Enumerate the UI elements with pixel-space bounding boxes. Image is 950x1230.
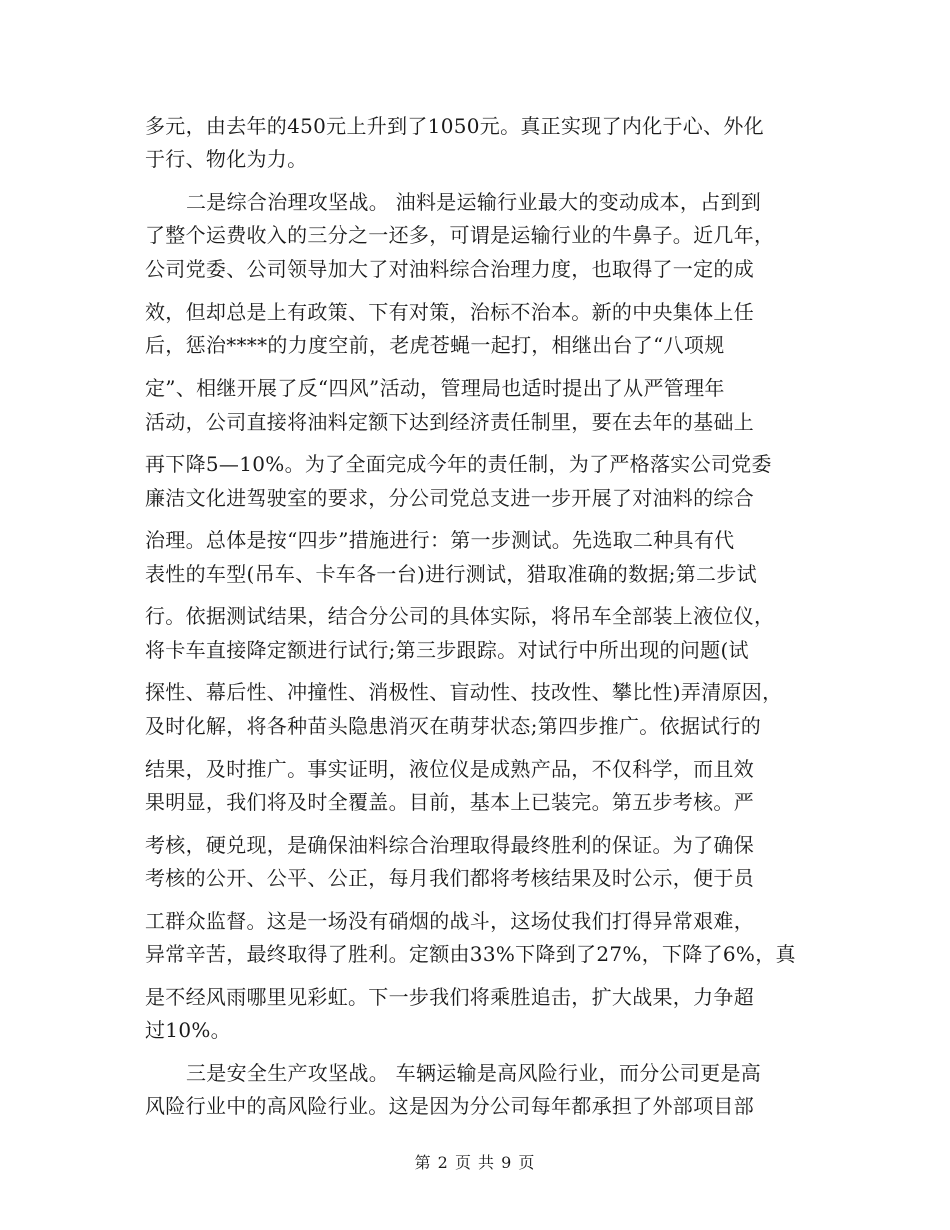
text-line: 果明显，我们将及时全覆盖。目前，基本上已装完。第五步考核。严: [145, 790, 754, 814]
text-line: 是不经风雨哪里见彩虹。下一步我们将乘胜追击，扩大战果，力争超: [145, 985, 754, 1009]
text-line: 公司党委、公司领导加大了对油料综合治理力度，也取得了一定的成: [145, 257, 754, 281]
text-line: 考核，硬兑现，是确保油料综合治理取得最终胜利的保证。为了确保: [145, 833, 754, 857]
text-line: 于行、物化为力。: [145, 147, 308, 171]
text-line: 定”、相继开展了反“四风”活动，管理局也适时提出了从严管理年: [145, 376, 725, 400]
text-line: 探性、幕后性、冲撞性、消极性、盲动性、技改性、攀比性)弄清原因，: [145, 680, 783, 704]
text-line: 廉洁文化进驾驶室的要求，分公司党总支进一步开展了对油料的综合: [145, 486, 754, 510]
text-line: 再下降5—10%。为了全面完成今年的责任制，为了严格落实公司党委: [145, 452, 772, 476]
text-line: 多元，由去年的450元上升到了1050元。真正实现了内化于心、外化: [145, 114, 764, 138]
text-line: 后，惩治****的力度空前，老虎苍蝇一起打，相继出台了“八项规: [145, 333, 725, 357]
text-line: 活动，公司直接将油料定额下达到经济责任制里，要在去年的基础上: [145, 410, 754, 434]
text-line: 风险行业中的高风险行业。这是因为分公司每年都承担了外部项目部: [145, 1094, 754, 1118]
text-line: 工群众监督。这是一场没有硝烟的战斗，这场仗我们打得异常艰难，: [145, 909, 754, 933]
text-line: 行。依据测试结果，结合分公司的具体实际，将吊车全部装上液位仪，: [145, 604, 775, 628]
paragraph-start-line: 二是综合治理攻坚战。 油料是运输行业最大的变动成本，占到到: [186, 190, 762, 214]
text-line: 将卡车直接降定额进行试行;第三步跟踪。对试行中所出现的问题(试: [145, 638, 749, 662]
text-line: 异常辛苦，最终取得了胜利。定额由33%下降到了27%，下降了6%，真: [145, 942, 796, 966]
text-line: 过10%。: [145, 1018, 231, 1042]
text-line: 结果，及时推广。事实证明，液位仪是成熟产品，不仅科学，而且效: [145, 757, 754, 781]
text-line: 考核的公开、公平、公正，每月我们都将考核结果及时公示，便于员: [145, 866, 754, 890]
paragraph-start-line: 三是安全生产攻坚战。 车辆运输是高风险行业，而分公司更是高: [186, 1061, 762, 1085]
text-line: 了整个运费收入的三分之一还多，可谓是运输行业的牛鼻子。近几年，: [145, 223, 775, 247]
page-number-footer: 第 2 页 共 9 页: [414, 1153, 536, 1172]
text-line: 及时化解，将各种苗头隐患消灭在萌芽状态;第四步推广。依据试行的: [145, 714, 762, 738]
text-line: 效，但却总是上有政策、下有对策，治标不治本。新的中央集体上任: [145, 300, 754, 324]
text-line: 治理。总体是按“四步”措施进行：第一步测试。先选取二种具有代: [145, 528, 735, 552]
text-line: 表性的车型(吊车、卡车各一台)进行测试，猎取准确的数据;第二步试: [145, 562, 757, 586]
